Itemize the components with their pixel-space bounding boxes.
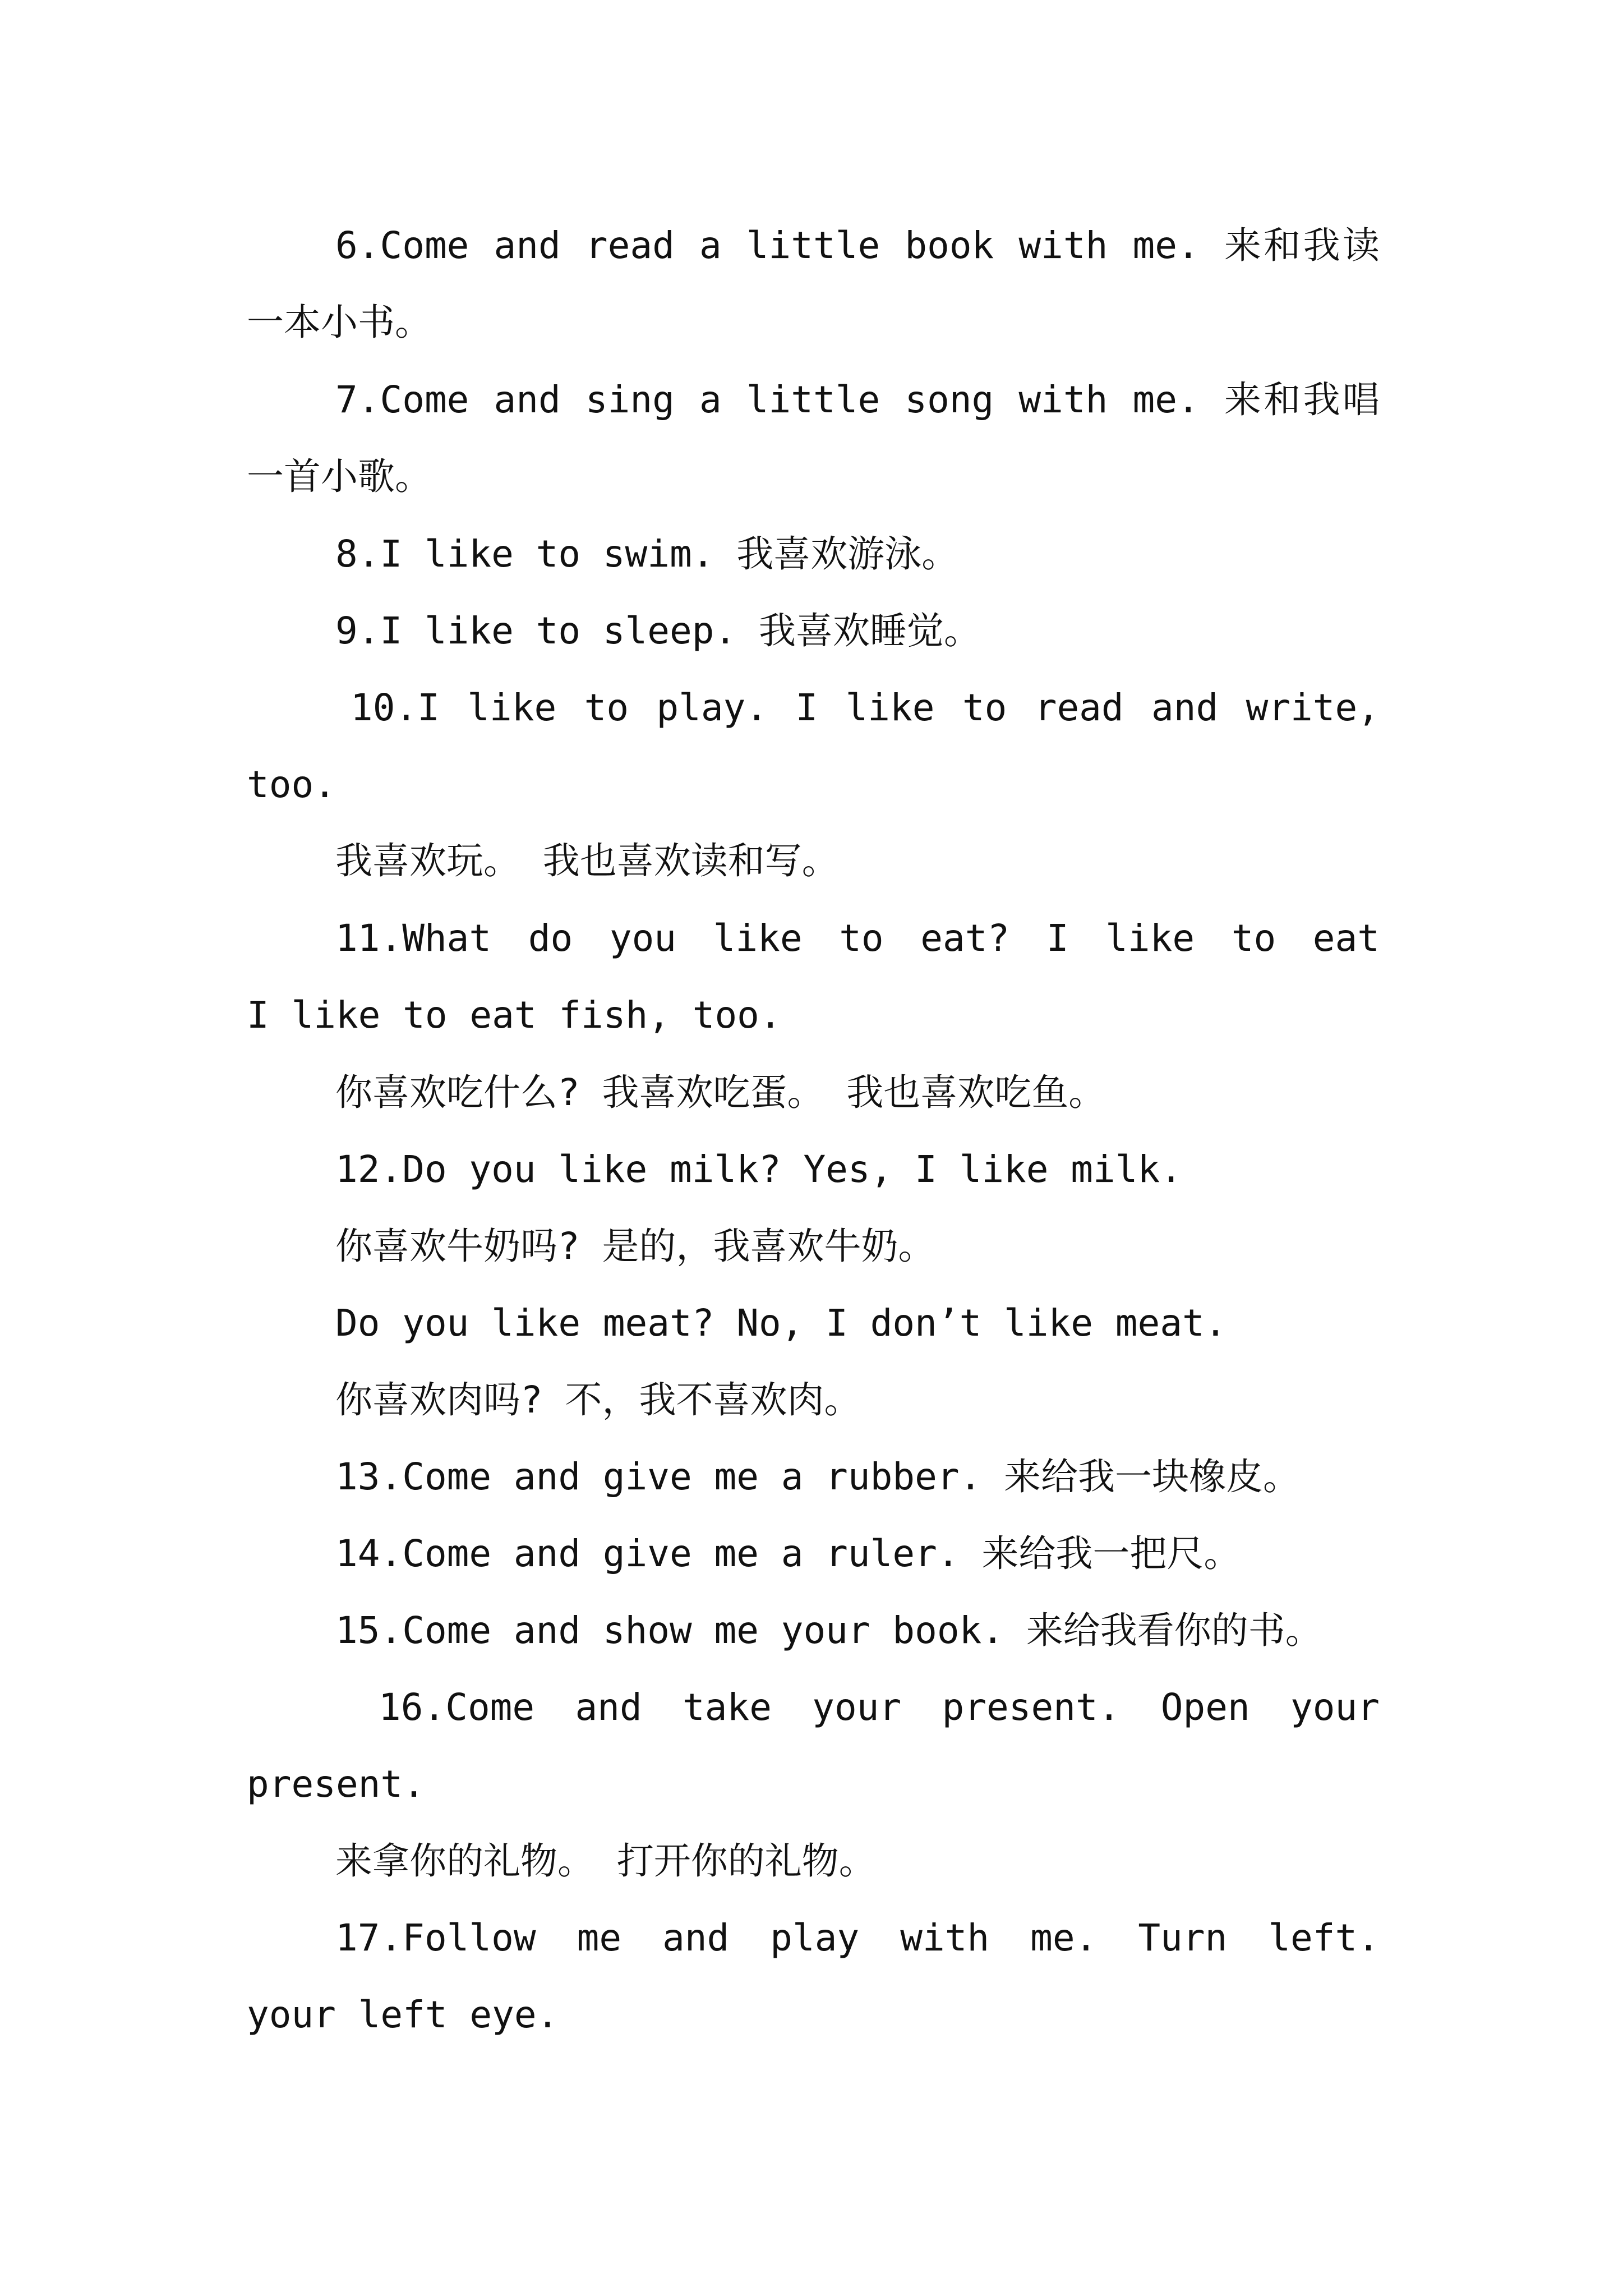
- sentence-16-translation: 来拿你的礼物。 打开你的礼物。: [335, 1839, 876, 1883]
- sentence-10-translation: 我喜欢玩。 我也喜欢读和写。: [335, 839, 839, 882]
- sentence-17-line-2: your left eye.: [247, 1993, 559, 2036]
- sentence-15: 15.Come and show me your book. 来给我看你的书。: [335, 1609, 1322, 1652]
- sentence-11-line-2: I like to eat fish, too.: [247, 993, 782, 1037]
- sentence-6-line-1: 6.Come and read a little book with me. 来和我读: [335, 224, 1380, 267]
- sentence-12-translation-1: 你喜欢牛奶吗? 是的，我喜欢牛奶。: [335, 1225, 935, 1268]
- sentence-7-line-2: 一首小歌。: [247, 455, 432, 498]
- sentence-13: 13.Come and give me a rubber. 来给我一块橡皮。: [335, 1455, 1301, 1498]
- sentence-7-line-1: 7.Come and sing a little song with me. 来和我唱: [335, 378, 1380, 421]
- sentence-11-line-1: 11.What do you like to eat? I like to eat: [335, 917, 1380, 960]
- sentence-10-line-2: too.: [247, 763, 336, 806]
- sentence-6-line-2: 一本小书。: [247, 301, 432, 344]
- sentence-16-line-1: 16.Come and take your present. Open your: [379, 1686, 1380, 1729]
- sentence-9: 9.I like to sleep. 我喜欢睡觉。: [335, 609, 981, 652]
- sentence-12-line-1: 12.Do you like milk? Yes, I like milk.: [335, 1148, 1182, 1191]
- sentence-8: 8.I like to swim. 我喜欢游泳。: [335, 532, 959, 576]
- sentence-11-translation: 你喜欢吃什么? 我喜欢吃蛋。 我也喜欢吃鱼。: [335, 1071, 1106, 1114]
- sentence-10-line-1: 10.I like to play. I like to read and write,: [351, 686, 1380, 729]
- sentence-12-line-2: Do you like meat? No, I don’t like meat.: [335, 1301, 1227, 1345]
- sentence-14: 14.Come and give me a ruler. 来给我一把尺。: [335, 1532, 1241, 1575]
- sentence-12-translation-2: 你喜欢肉吗? 不，我不喜欢肉。: [335, 1378, 861, 1421]
- sentence-17-line-1: 17.Follow me and play with me. Turn left.: [335, 1916, 1380, 1959]
- sentence-16-line-2: present.: [247, 1763, 425, 1806]
